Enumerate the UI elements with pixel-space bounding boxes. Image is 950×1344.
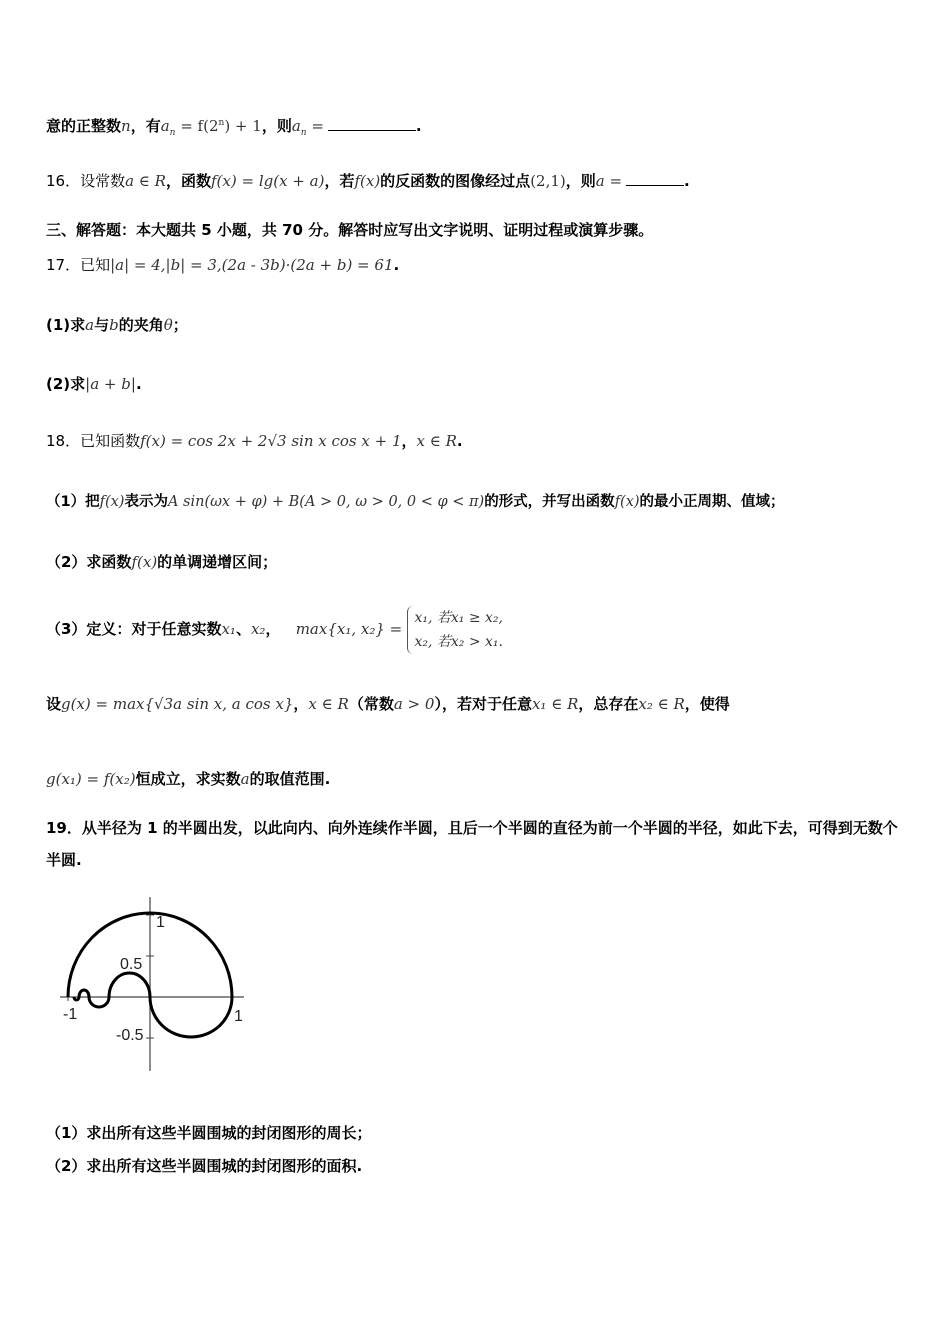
q15-continuation: 意的正整数n，有$a_n = f(2^n) + 1$，则$a_n$ = . [46,117,422,138]
question-18-condition: g(x₁) = f(x₂)恒成立，求实数a的取值范围. [46,770,331,788]
question-19-part-2: （2）求出所有这些半圆围城的封闭图形的面积. [46,1157,363,1175]
label-y-1: 1 [156,914,165,931]
lower-semicircle [150,997,232,1037]
question-18-part-2: （2）求函数f(x)的单调递增区间； [46,553,278,571]
question-17: 17．已知|a| = 4,|b| = 3,(2a - 3b)·(2a + b) = 61. [46,256,400,274]
question-17-part-1: (1)求a与b的夹角θ； [46,316,188,334]
small-semicircle [89,997,109,1007]
question-18-definition-g: 设g(x) = max{√3a sin x, a cos x}，x ∈ R（常数a > 0），若对于任意x₁ ∈ R，总存在x₂ ∈ R，使得 [46,695,730,713]
question-18-part-1: （1）把f(x)表示为A sin(ωx + φ) + B(A > 0, ω > 0, 0 < φ < π)的形式，并写出函数f(x)的最小正周期、值域； [46,494,785,510]
label-y-0-5: 0.5 [120,956,143,973]
question-18-part-3: （3）定义：对于任意实数x₁、x₂， max{x₁, x₂} = x₁, 若x₁ ≥ x₂, x₂, 若x₂ > x₁. [46,604,904,654]
semicircle-spiral-figure [56,893,256,1073]
section-heading: 三、解答题：本大题共 5 小题，共 70 分。解答时应写出文字说明、证明过程或演算步骤。 [46,221,654,239]
inner-semicircle [109,973,150,997]
label-y-neg-0-5: -0.5 [116,1027,144,1044]
label-x-neg-1: -1 [63,1006,78,1023]
question-17-part-2: (2)求|a + b|. [46,375,142,393]
label-x-1: 1 [234,1008,243,1025]
question-19: 19．从半径为 1 的半圆出发，以此向内、向外连续作半圆，且后一个半圆的直径为前一个半圆的半径，如此下去，可得到无数个半圆. [46,819,898,869]
answer-blank-15[interactable] [328,116,416,131]
question-18: 18．已知函数f(x) = cos 2x + 2√3 sin x cos x + 1，x ∈ R. [46,432,463,450]
tiny-semicircle [79,990,89,997]
question-16: 16．设常数a ∈ R，函数f(x) = lg(x + a)，若f(x)的反函数的图像经过点(2,1)，则a = . [46,172,690,190]
answer-blank-16[interactable] [626,171,684,186]
question-19-part-1: （1）求出所有这些半圆围城的封闭图形的周长； [46,1124,372,1142]
max-definition-cases: x₁, 若x₁ ≥ x₂, x₂, 若x₂ > x₁. [407,606,503,654]
